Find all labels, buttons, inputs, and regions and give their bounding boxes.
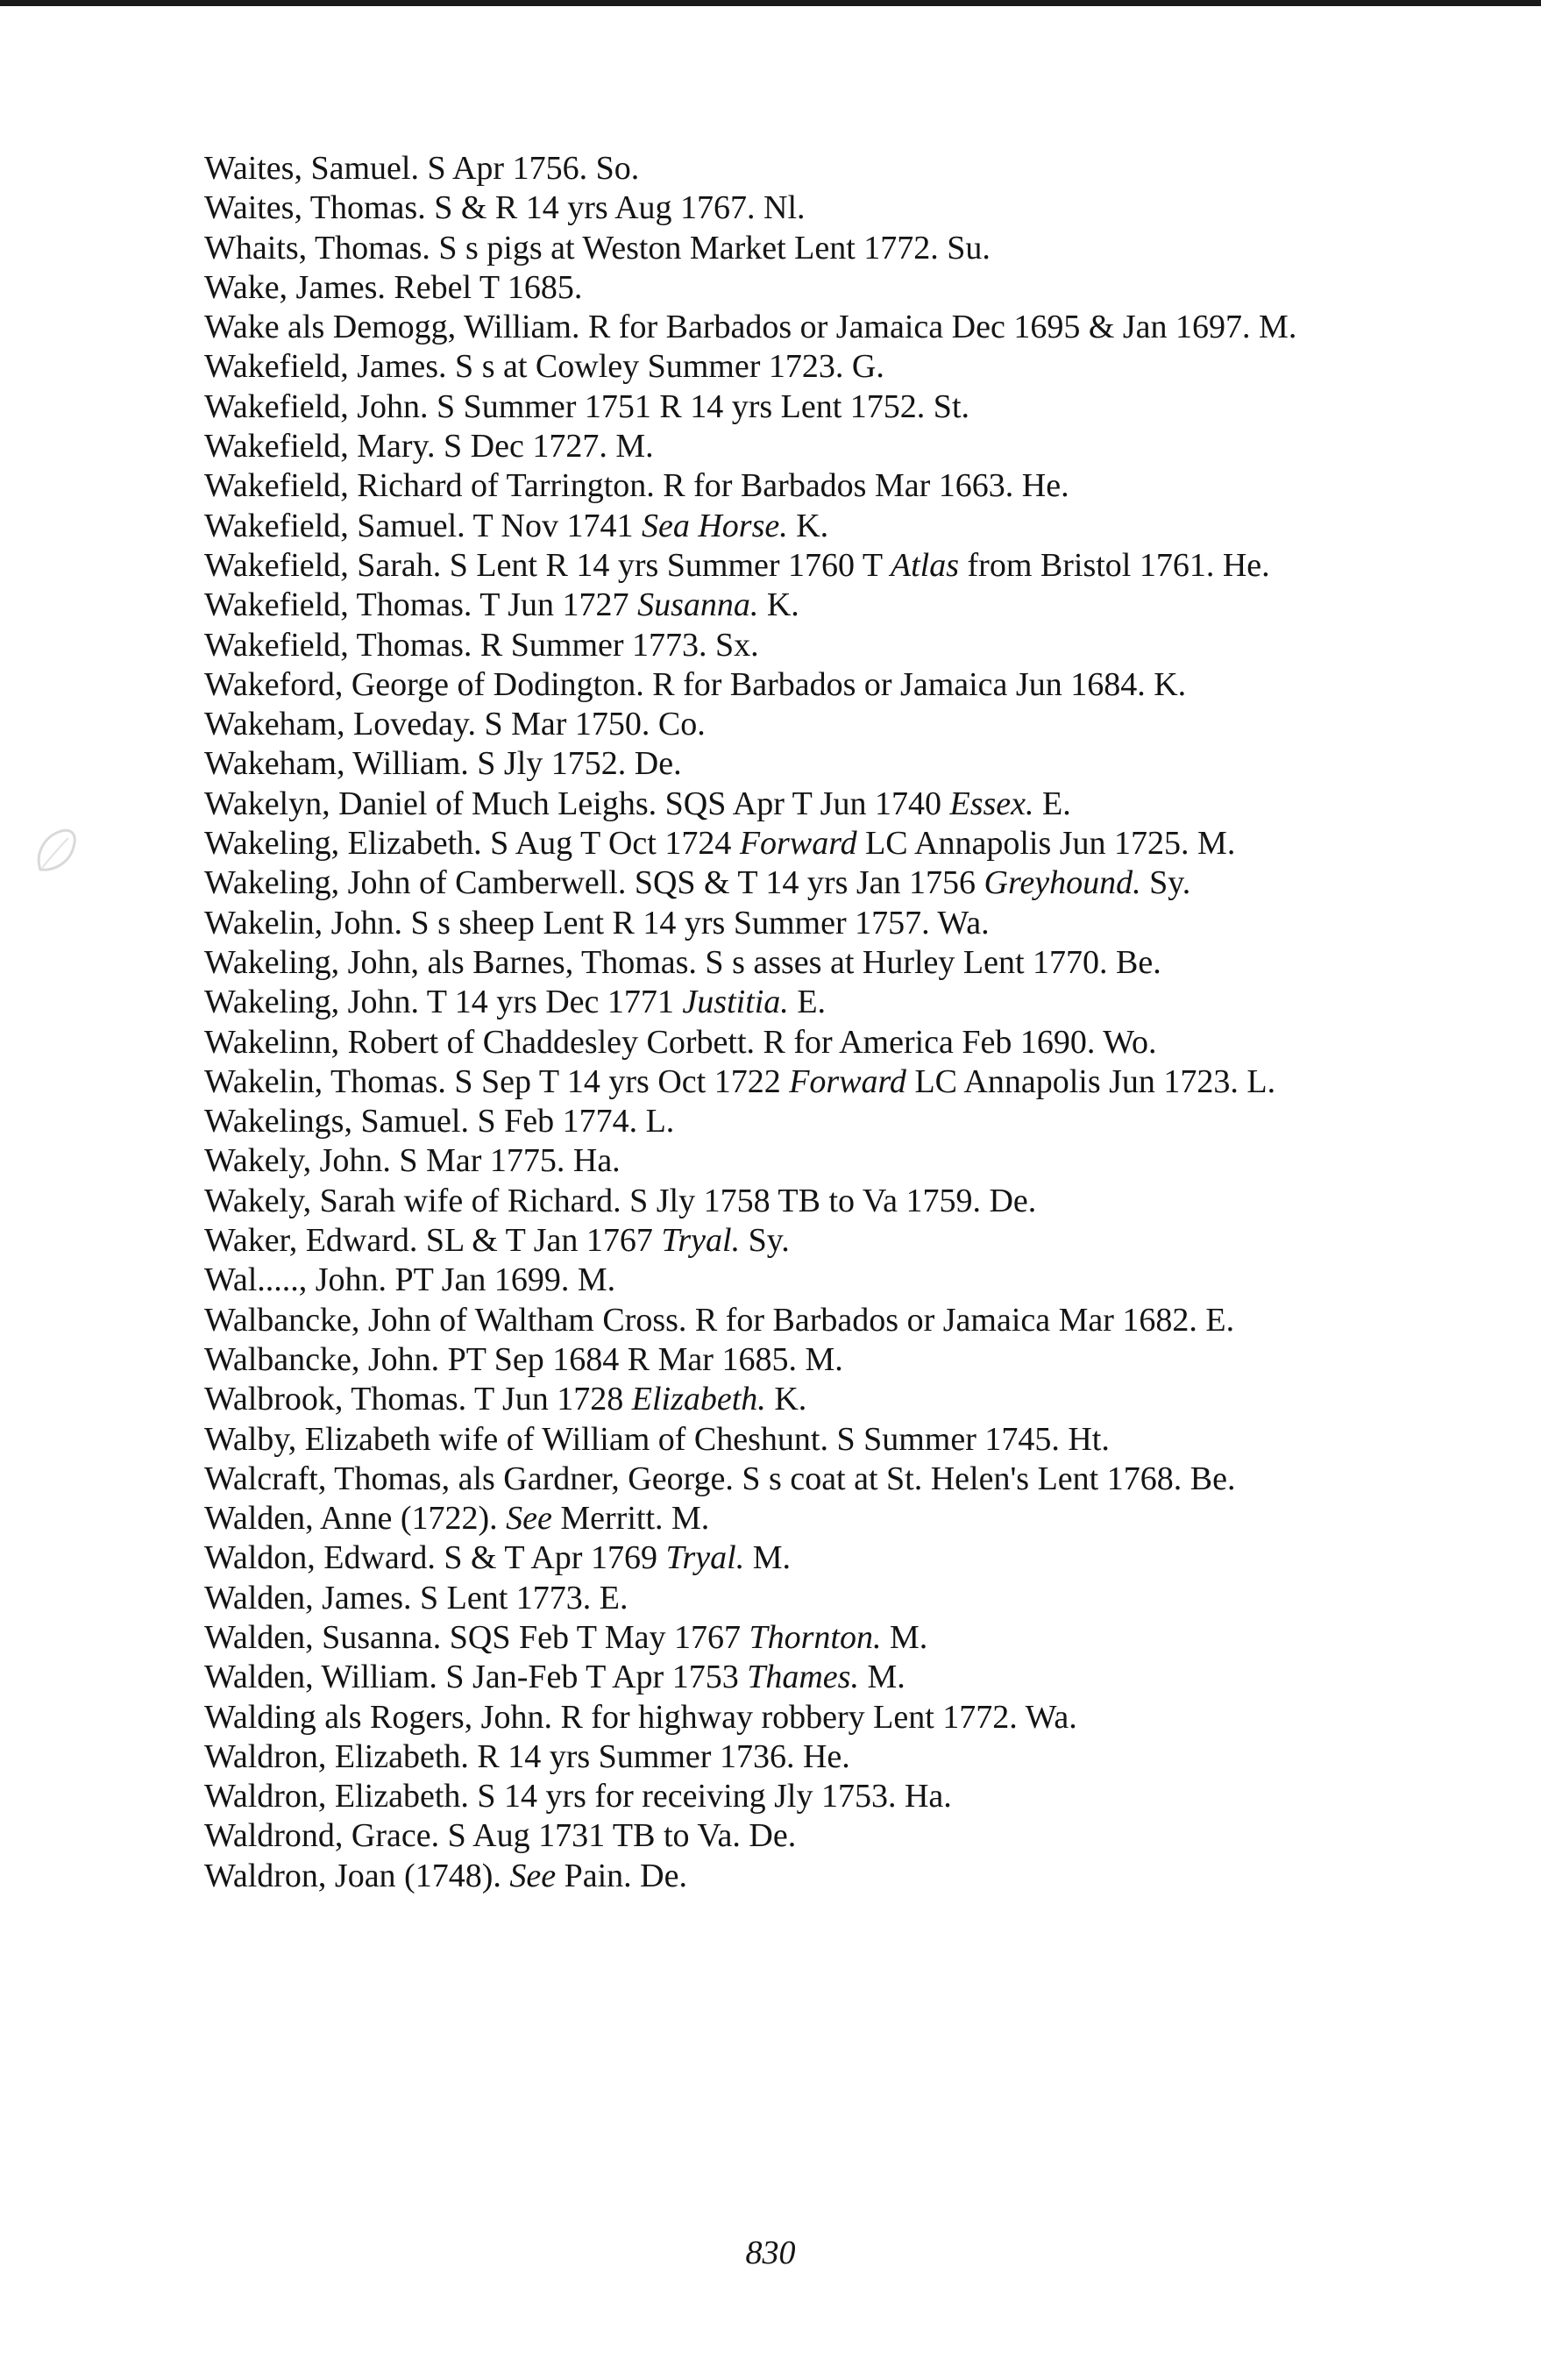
entry: [204, 188, 1414, 228]
entry-text: Wakeham, William. S Jly 1752. De.: [204, 745, 682, 783]
entry-text: M.: [744, 1539, 791, 1577]
entry-text: Wakefield, Mary. S Dec 1727. M.: [204, 428, 654, 465]
entry-text: Wakeham, Loveday. S Mar 1750. Co.: [204, 706, 706, 743]
entry-italic-text: Essex.: [949, 785, 1034, 822]
entry-text: Wakely, Sarah wife of Richard. S Jly 1758 TB to Va 1759. De.: [204, 1182, 1037, 1219]
entry-italic-text: Thames.: [747, 1659, 859, 1696]
entry: [204, 785, 1414, 824]
entry-italic-text: Atlas: [890, 546, 960, 584]
entry-text: Waites, Thomas. S & R 14 yrs Aug 1767. Nl.: [204, 189, 806, 227]
entry-text: Walbrook, Thomas. T Jun 1728: [204, 1381, 632, 1418]
entry: [204, 1261, 1414, 1300]
entry-text: Waldron, Elizabeth. R 14 yrs Summer 1736. He.: [204, 1737, 850, 1775]
entry: [204, 904, 1414, 943]
entry-text: LC Annapolis Jun 1723. L.: [905, 1062, 1276, 1100]
entry-text: Waker, Edward. SL & T Jan 1767: [204, 1222, 662, 1260]
entry-text: K.: [787, 507, 829, 544]
entry-text: Walbancke, John. PT Sep 1684 R Mar 1685. M.: [204, 1340, 843, 1378]
entry-text: Walden, James. S Lent 1773. E.: [204, 1579, 628, 1616]
entry-text: Waldron, Joan (1748).: [204, 1857, 510, 1894]
dictionary-entries: [204, 149, 1414, 1896]
entry-text: Pain. De.: [556, 1857, 687, 1894]
entry: [204, 1618, 1414, 1658]
entry-italic-text: Sea Horse.: [641, 507, 788, 544]
entry-text: K.: [758, 586, 799, 624]
entry-text: Wakely, John. S Mar 1775. Ha.: [204, 1142, 621, 1180]
entry-italic-text: Tryal.: [661, 1222, 741, 1260]
entry-text: Wakeford, George of Dodington. R for Barbados or Jamaica Jun 1684. K.: [204, 665, 1187, 703]
entry: [204, 1301, 1414, 1340]
page-number: 830: [745, 2234, 796, 2271]
entry-text: Walbancke, John of Waltham Cross. R for Barbados or Jamaica Mar 1682. E.: [204, 1301, 1235, 1339]
entry: [204, 308, 1414, 347]
entry-text: M.: [858, 1659, 905, 1696]
entry-italic-text: Justitia.: [682, 984, 789, 1021]
entry-text: LC Annapolis Jun 1725. M.: [856, 825, 1236, 863]
entry: [204, 1141, 1414, 1181]
entry: [204, 1816, 1414, 1856]
entry: [204, 1023, 1414, 1062]
entry-italic-text: Elizabeth.: [631, 1381, 766, 1418]
entry-text: Wakeling, Elizabeth. S Aug T Oct 1724: [204, 825, 740, 863]
entry-text: Waldron, Elizabeth. S 14 yrs for receiving Jly 1753. Ha.: [204, 1778, 952, 1815]
entry-text: Sy.: [1140, 864, 1191, 902]
entry-text: Wakefield, Thomas. R Summer 1773. Sx.: [204, 626, 759, 664]
entry: [204, 1380, 1414, 1419]
entry-text: K.: [765, 1381, 807, 1418]
entry-text: Wakefield, Sarah. S Lent R 14 yrs Summer 1760 T: [204, 546, 891, 584]
entry-italic-text: See: [506, 1500, 552, 1538]
entry: [204, 1340, 1414, 1380]
entry-text: E.: [1033, 785, 1071, 822]
scan-top-edge: [0, 0, 1541, 6]
entry: [204, 1777, 1414, 1816]
entry-text: Wakeling, John. T 14 yrs Dec 1771: [204, 984, 683, 1021]
entry: [204, 1857, 1414, 1896]
entry: [204, 1737, 1414, 1777]
entry-text: E.: [788, 984, 827, 1021]
entry-text: Waites, Samuel. S Apr 1756. So.: [204, 150, 640, 187]
entry-text: Wake, James. Rebel T 1685.: [204, 268, 583, 306]
entry-text: Waldon, Edward. S & T Apr 1769: [204, 1539, 666, 1577]
entry-italic-text: Forward: [739, 825, 857, 863]
entry-italic-text: Tryal.: [665, 1539, 745, 1577]
entry-text: Wakelin, John. S s sheep Lent R 14 yrs Summer 1757. Wa.: [204, 904, 990, 941]
entry-text: Walcraft, Thomas, als Gardner, George. S s coat at St. Helen's Lent 1768. Be.: [204, 1460, 1236, 1497]
entry: [204, 1538, 1414, 1578]
entry: [204, 665, 1414, 705]
entry-text: Wakefield, John. S Summer 1751 R 14 yrs Lent 1752. St.: [204, 387, 969, 425]
entry-text: Walden, William. S Jan-Feb T Apr 1753: [204, 1659, 748, 1696]
entry-text: Walding als Rogers, John. R for highway robbery Lent 1772. Wa.: [204, 1698, 1077, 1736]
margin-leaf-mark: [32, 824, 81, 878]
entry-text: Wakelings, Samuel. S Feb 1774. L.: [204, 1103, 675, 1140]
entry-text: Wakefield, Thomas. T Jun 1727: [204, 586, 638, 624]
entry-text: Waldrond, Grace. S Aug 1731 TB to Va. De.: [204, 1817, 797, 1855]
entry: [204, 466, 1414, 506]
entry-text: Wal....., John. PT Jan 1699. M.: [204, 1261, 616, 1299]
entry-text: Wakelin, Thomas. S Sep T 14 yrs Oct 1722: [204, 1062, 790, 1100]
entry-italic-text: Thornton.: [749, 1618, 882, 1656]
entry: [204, 1102, 1414, 1141]
entry-text: Wakefield, Richard of Tarrington. R for Barbados Mar 1663. He.: [204, 467, 1069, 505]
entry: [204, 863, 1414, 903]
entry-text: Sy.: [740, 1222, 790, 1260]
entry: [204, 507, 1414, 546]
entry-text: Wake als Demogg, William. R for Barbados or Jamaica Dec 1695 & Jan 1697. M.: [204, 309, 1297, 346]
entry-text: from Bristol 1761. He.: [959, 546, 1270, 584]
entry: [204, 824, 1414, 863]
entry: [204, 268, 1414, 308]
entry-italic-text: Susanna.: [637, 586, 759, 624]
entry: [204, 943, 1414, 983]
entry: [204, 1499, 1414, 1538]
entry: [204, 347, 1414, 387]
entry-text: Wakefield, Samuel. T Nov 1741: [204, 507, 642, 544]
entry-italic-text: Greyhound.: [984, 864, 1141, 902]
entry: [204, 1420, 1414, 1460]
entry: [204, 586, 1414, 625]
entry: [204, 1460, 1414, 1499]
entry: [204, 1579, 1414, 1618]
entry-text: Whaits, Thomas. S s pigs at Weston Market Lent 1772. Su.: [204, 229, 991, 266]
entry-text: Wakeling, John, als Barnes, Thomas. S s asses at Hurley Lent 1770. Be.: [204, 943, 1161, 981]
entry: [204, 1221, 1414, 1261]
entry-italic-text: Forward: [789, 1062, 906, 1100]
entry: [204, 149, 1414, 188]
entry-text: Wakelinn, Robert of Chaddesley Corbett. R for America Feb 1690. Wo.: [204, 1023, 1157, 1061]
entry: [204, 1698, 1414, 1737]
entry: [204, 705, 1414, 744]
entry: [204, 387, 1414, 427]
entry: [204, 1062, 1414, 1102]
entry-text: Merritt. M.: [551, 1500, 710, 1538]
entry: [204, 546, 1414, 586]
entry: [204, 229, 1414, 268]
entry: [204, 983, 1414, 1022]
entry: [204, 1658, 1414, 1697]
entry-italic-text: See: [509, 1857, 557, 1894]
entry-text: Walby, Elizabeth wife of William of Cheshunt. S Summer 1745. Ht.: [204, 1420, 1110, 1458]
entry-text: Wakelyn, Daniel of Much Leighs. SQS Apr T Jun 1740: [204, 785, 950, 822]
entry-text: Walden, Susanna. SQS Feb T May 1767: [204, 1618, 749, 1656]
entry-text: Wakeling, John of Camberwell. SQS & T 14 yrs Jan 1756: [204, 864, 984, 902]
entry: [204, 626, 1414, 665]
entry: [204, 1182, 1414, 1221]
entry-text: Wakefield, James. S s at Cowley Summer 1723. G.: [204, 348, 884, 386]
entry: [204, 744, 1414, 784]
entry-text: Walden, Anne (1722).: [204, 1500, 507, 1538]
entry-text: M.: [881, 1618, 928, 1656]
entry: [204, 427, 1414, 466]
